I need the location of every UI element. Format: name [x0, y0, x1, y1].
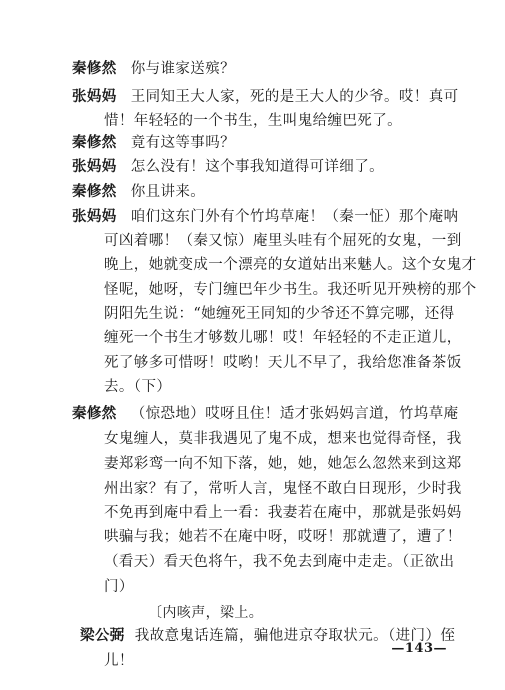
- line-text: （惊恐地）哎呀且住！适才张妈妈言道，竹坞草庵: [130, 406, 459, 422]
- dialogue-continuation: [104, 504, 462, 522]
- line-text: 惜！年轻轻的一个书生，生叫鬼给缠巴死了。: [104, 113, 402, 129]
- line-text: 晚上，她就变成一个漂亮的女道姑出来魅人。这个女鬼才: [104, 257, 477, 273]
- dialogue-continuation: [104, 232, 462, 250]
- page-number: —143—: [391, 641, 447, 656]
- line-text: 缠死一个书生才够数儿哪！哎！年轻轻的不走正道儿，: [104, 330, 462, 346]
- line-text: 可凶着哪！（秦又惊）庵里头哇有个屈死的女鬼，一到: [104, 233, 462, 249]
- dialogue-line: [72, 405, 459, 423]
- dialogue-continuation: [104, 455, 462, 473]
- speaker-name: 秦修然: [72, 60, 117, 77]
- line-text: 〔内咳声，梁上。: [148, 605, 264, 621]
- line-text: 你与谁家送殡？: [130, 61, 236, 77]
- line-text: 阴阳先生说：“她缠死王同知的少爷还不算完哪，还得: [104, 306, 455, 322]
- line-text: 女鬼缠人，莫非我遇见了鬼不成，想来也觉得奇怪，我: [104, 431, 462, 447]
- speaker-name: 张妈妈: [72, 88, 117, 105]
- speaker-name: 梁公弼: [80, 627, 125, 644]
- line-text: 你且讲来。: [130, 184, 206, 200]
- stage-direction: [148, 604, 263, 622]
- speaker-name: 张妈妈: [72, 208, 117, 225]
- dialogue-continuation: [104, 256, 477, 274]
- dialogue-continuation: [104, 553, 454, 571]
- dialogue-continuation: [104, 430, 462, 448]
- dialogue-line: [72, 134, 235, 152]
- line-text: 我故意鬼话连篇，骗他进京夺取状元。（进门）侄: [134, 628, 456, 644]
- dialogue-continuation: [104, 378, 171, 396]
- line-text: 竟有这等事吗？: [130, 135, 236, 151]
- dialogue-continuation: [104, 480, 462, 498]
- line-text: 怎么没有！这个事我知道得可详细了。: [130, 159, 385, 175]
- line-text: 门）: [104, 579, 134, 595]
- line-text: 咱们这东门外有个竹坞草庵！（秦一怔）那个庵呐: [130, 209, 459, 225]
- dialogue-continuation: [104, 528, 462, 546]
- line-text: 去。（下）: [104, 379, 172, 395]
- line-text: 儿！: [104, 653, 134, 669]
- dialogue-line: [72, 88, 459, 106]
- line-text: 州出家？有了，常听人言，鬼怪不敢白日现形，少时我: [104, 481, 462, 497]
- dialogue-continuation: [104, 652, 134, 670]
- speaker-name: 秦修然: [72, 134, 117, 151]
- dialogue-continuation: [104, 281, 477, 299]
- dialogue-continuation: [104, 112, 402, 130]
- speaker-name: 秦修然: [72, 405, 117, 422]
- line-text: （看天）看天色将午，我不免去到庵中走走。（正欲出: [104, 554, 455, 570]
- speaker-name: 张妈妈: [72, 158, 117, 175]
- dialogue-line: [72, 60, 235, 78]
- line-text: 妻郑彩鸾一向不知下落，她，她，她怎么忽然来到这郑: [104, 456, 462, 472]
- dialogue-continuation: [104, 354, 462, 372]
- dialogue-line: [72, 208, 459, 226]
- line-text: 怪呢，她呀，专门缠巴年少书生。我还听见开殃榜的那个: [104, 282, 477, 298]
- speaker-name: 秦修然: [72, 183, 117, 200]
- line-text: 不免再到庵中看上一看：我妻若在庵中，那就是张妈妈: [104, 505, 462, 521]
- line-text: 死了够多可惜呀！哎哟！天儿不早了，我给您准备茶饭: [104, 355, 462, 371]
- dialogue-line: [72, 158, 384, 176]
- dialogue-line: [72, 183, 205, 201]
- dialogue-continuation: [104, 329, 462, 347]
- line-text: 哄骗与我；她若不在庵中呀，哎呀！那就遭了，遭了！: [104, 529, 462, 545]
- dialogue-continuation: [104, 305, 455, 323]
- line-text: 王同知王大人家，死的是王大人的少爷。哎！真可: [130, 89, 459, 105]
- dialogue-continuation: [104, 578, 134, 596]
